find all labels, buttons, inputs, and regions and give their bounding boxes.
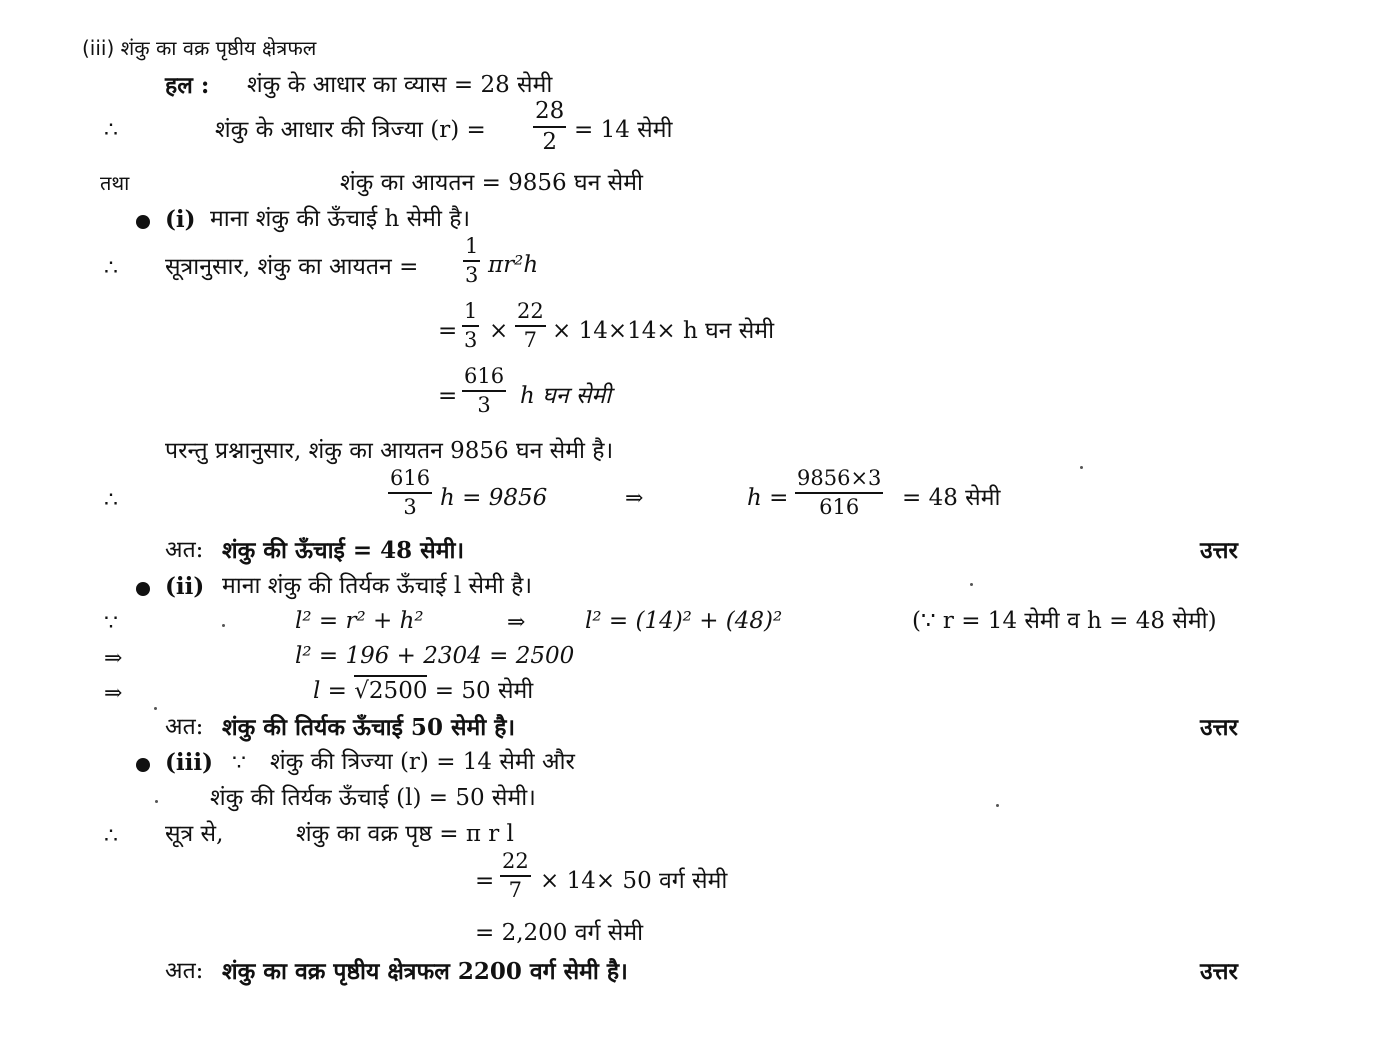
part2-eq2: l² = (14)² + (48)² (585, 608, 783, 634)
page-heading: (iii) शंकु का वक्र पृष्ठीय क्षेत्रफल (82, 36, 317, 60)
part3-formula: शंकु का वक्र पृष्ठ = π r l (296, 821, 514, 847)
step2-numerator: 616 (464, 364, 505, 388)
given-line: परन्तु प्रश्नानुसार, शंकु का आयतन 9856 घन सेमी है। (165, 438, 614, 464)
eq4-root: √2500 (354, 675, 427, 704)
answer-label: उत्तर (1200, 958, 1238, 985)
volume-line: शंकु का आयतन = 9856 घन सेमी (340, 170, 643, 196)
result1-text: शंकु की ऊँचाई = 48 सेमी। (222, 537, 465, 564)
part1-assume: माना शंकु की ऊँचाई h सेमी है। (210, 206, 471, 232)
because-symbol: ∵ (104, 611, 118, 636)
part2-note: (∵ r = 14 सेमी व h = 48 सेमी) (912, 608, 1217, 634)
result2-prefix: अत: (165, 714, 204, 740)
equation-denominator: 3 (388, 492, 432, 518)
because-symbol: ∵ (232, 751, 246, 776)
therefore-symbol: ∴ (104, 824, 118, 849)
h-result: = 48 सेमी (902, 485, 1001, 511)
equation-numerator: 616 (390, 466, 431, 490)
result3-prefix: अत: (165, 958, 204, 984)
step1-a-denominator: 3 (462, 325, 479, 351)
part3-fraction (500, 851, 531, 901)
therefore-symbol: ∴ (104, 118, 118, 143)
scan-speck (970, 583, 973, 586)
bullet-icon (136, 758, 150, 772)
part2-assume: माना शंकु की तिर्यक ऊँचाई l सेमी है। (222, 573, 533, 599)
part3-denominator: 7 (500, 875, 531, 901)
implies-arrow: ⇒ (104, 681, 123, 706)
step2-equals: = (438, 383, 458, 409)
step1-b-denominator: 7 (515, 325, 546, 351)
result2-text: शंकु की तिर्यक ऊँचाई 50 सेमी है। (222, 714, 516, 741)
formula-fraction (463, 236, 480, 286)
step2-tail: h घन सेमी (520, 383, 612, 409)
equation-tail: h = 9856 (440, 485, 548, 511)
answer-label: उत्तर (1200, 714, 1238, 741)
part1-label: (i) (165, 206, 196, 233)
part3-numerator: 22 (502, 849, 529, 873)
part3-line2: शंकु की तिर्यक ऊँचाई (l) = 50 सेमी। (210, 785, 536, 811)
eq4-rhs: = 50 सेमी (434, 678, 534, 704)
step1-fraction-a (462, 301, 479, 351)
step1-equals: = (438, 318, 458, 344)
h-fraction (795, 468, 883, 518)
h-lhs: h = (747, 485, 789, 511)
scan-speck (1080, 466, 1083, 469)
therefore-symbol: ∴ (104, 256, 118, 281)
implies-arrow: ⇒ (104, 646, 123, 671)
diameter-line: शंकु के आधार का व्यास = 28 सेमी (247, 72, 553, 98)
eq4-lhs: l = (313, 678, 347, 704)
therefore-symbol: ∴ (104, 488, 118, 513)
radius-numerator: 28 (535, 98, 565, 124)
part3-label: (iii) (165, 749, 213, 776)
radius-denominator: 2 (533, 126, 566, 154)
part3-step1-equals: = (475, 868, 495, 894)
step1-tail: × 14×14× h घन सेमी (552, 318, 775, 344)
implies-arrow: ⇒ (625, 486, 644, 511)
part2-eq1: l² = r² + h² (295, 608, 424, 634)
step2-fraction (462, 366, 506, 416)
part3-formula-pre: सूत्र से, (165, 821, 224, 847)
step1-a-numerator: 1 (464, 299, 478, 323)
radius-fraction (533, 100, 566, 154)
step2-denominator: 3 (462, 390, 506, 416)
scan-speck (154, 707, 157, 710)
scan-speck (155, 800, 158, 803)
formula-numerator: 1 (465, 234, 479, 258)
scan-speck (222, 624, 225, 627)
radius-text: शंकु के आधार की त्रिज्या (r) = (215, 117, 486, 143)
radius-result: = 14 सेमी (574, 117, 673, 143)
h-denominator: 616 (795, 492, 883, 518)
result1-prefix: अत: (165, 537, 204, 563)
equation-fraction (388, 468, 432, 518)
bullet-icon (136, 582, 150, 596)
part2-eq4 (313, 680, 533, 703)
bullet-icon (136, 215, 150, 229)
formula-text: सूत्रानुसार, शंकु का आयतन = (165, 254, 419, 280)
implies-arrow: ⇒ (507, 610, 526, 635)
formula-denominator: 3 (463, 260, 480, 286)
part3-step2: = 2,200 वर्ग सेमी (475, 920, 644, 946)
formula-tail: πr²h (488, 252, 539, 278)
part2-label: (ii) (165, 573, 205, 600)
part3-step1-tail: × 14× 50 वर्ग सेमी (540, 868, 728, 894)
solution-label: हल : (165, 72, 210, 99)
scan-speck (996, 804, 999, 807)
step1-fraction-b (515, 301, 546, 351)
step1-b-numerator: 22 (517, 299, 544, 323)
h-numerator: 9856×3 (797, 466, 882, 490)
answer-label: उत्तर (1200, 537, 1238, 564)
tatha-label: तथा (100, 171, 130, 195)
part3-line1: शंकु की त्रिज्या (r) = 14 सेमी और (270, 749, 575, 775)
part2-eq3: l² = 196 + 2304 = 2500 (295, 643, 575, 669)
times-sign: × (489, 318, 509, 344)
result3-text: शंकु का वक्र पृष्ठीय क्षेत्रफल 2200 वर्ग सेमी है। (222, 958, 628, 985)
